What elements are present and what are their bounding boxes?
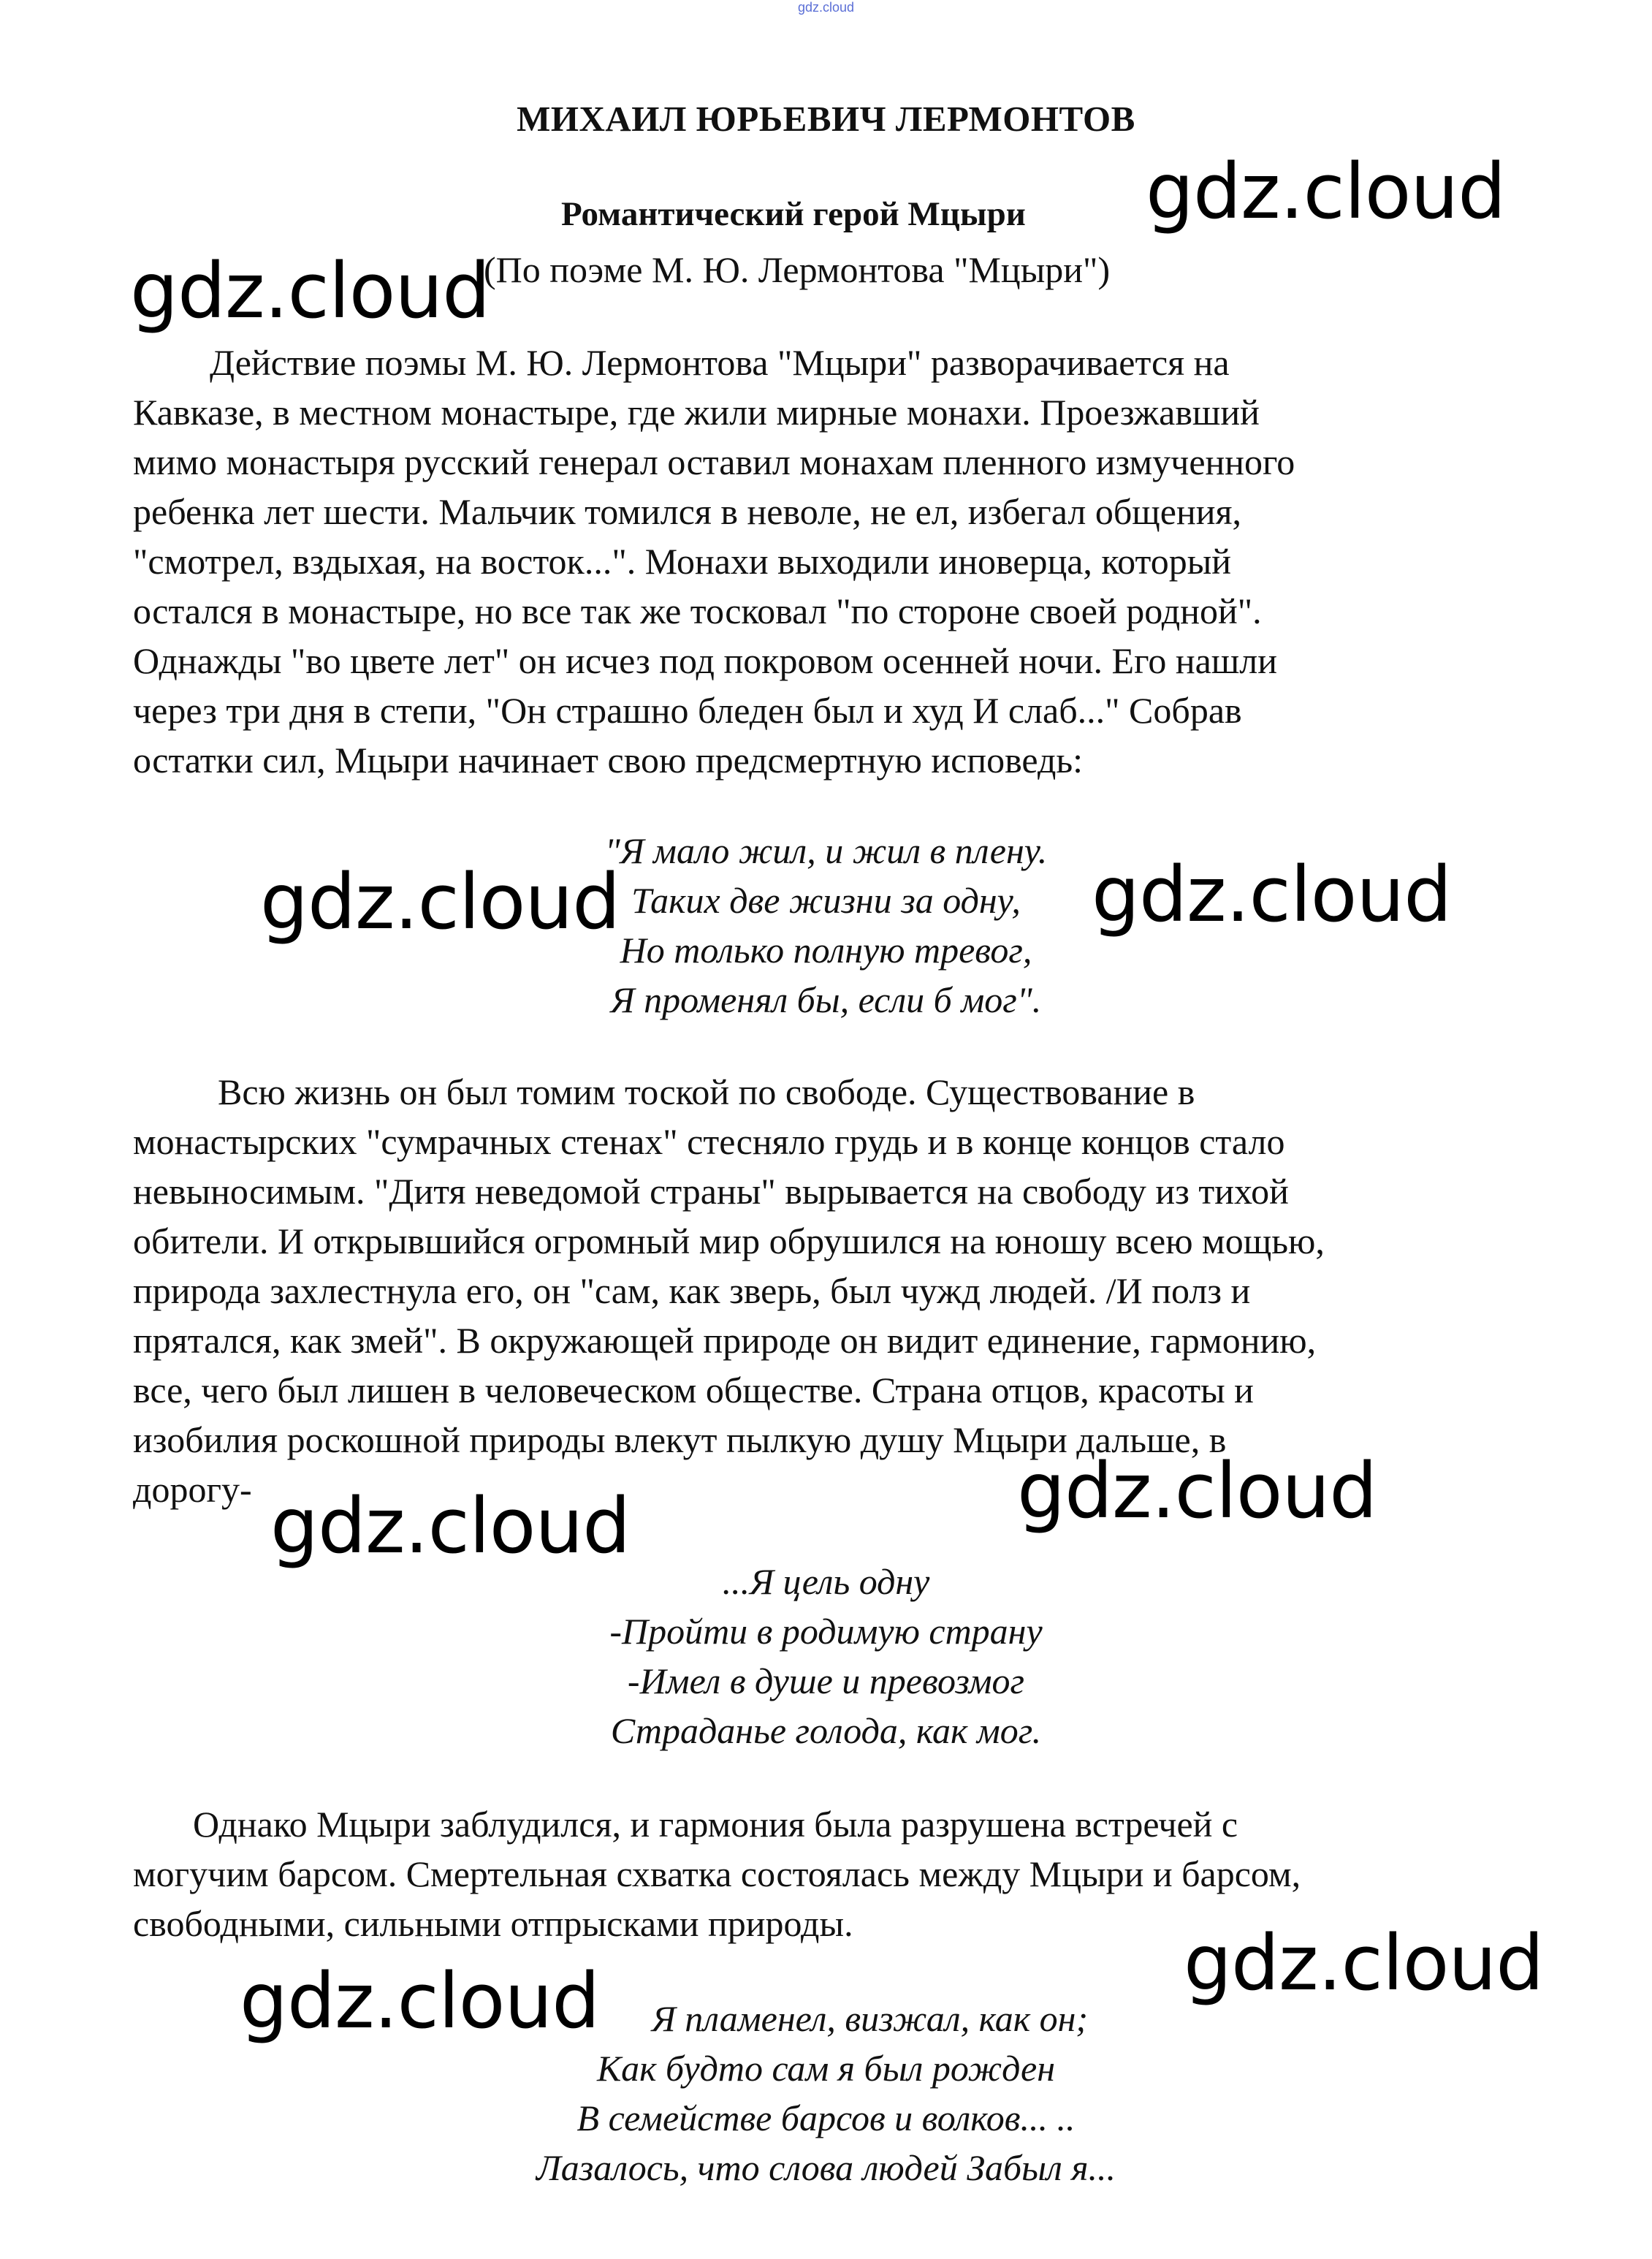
paragraph-line: мимо монастыря русский генерал оставил монахам пленного измученного (133, 441, 1295, 482)
author-heading: МИХАИЛ ЮРЬЕВИЧ ЛЕРМОНТОВ (517, 99, 1135, 139)
verse-line: "Я мало жил, и жил в плену. (604, 830, 1048, 871)
paragraph-line: Однако Мцыри заблудился, и гармония была разрушена встречей с (193, 1804, 1238, 1845)
paragraph-line: могучим барсом. Смертельная схватка состоялась между Мцыри и барсом, (133, 1853, 1301, 1894)
top-watermark: gdz.cloud (797, 0, 855, 15)
paragraph-line: Однажды "во цвете лет" он исчез под покровом осенней ночи. Его нашли (133, 640, 1278, 681)
watermark: gdz.cloud (1146, 147, 1506, 236)
paragraph-line: прятался, как змей". В окружающей природе он видит единение, гармонию, (133, 1320, 1317, 1361)
paragraph-line: обители. И открывшийся огромный мир обрушился на юношу всею мощью, (133, 1220, 1325, 1261)
verse-line: Но только полную тревог, (620, 930, 1032, 971)
paragraph-line: "смотрел, вздыхая, на восток...". Монахи выходили иноверца, который (133, 541, 1232, 582)
paragraph-line: монастырских "сумрачных стенах" стесняло грудь и в конце концов стало (133, 1121, 1285, 1162)
paragraph-line: через три дня в степи, "Он страшно бледен был и худ И слаб..." Собрав (133, 690, 1242, 731)
paragraph-line: невыносимым. "Дитя неведомой страны" вырывается на свободу из тихой (133, 1171, 1289, 1212)
paragraph-line: свободными, сильными отпрысками природы. (133, 1903, 853, 1944)
paragraph-line: Кавказе, в местном монастыре, где жили мирные монахи. Проезжавший (133, 392, 1260, 433)
paragraph-line: ребенка лет шести. Мальчик томился в неволе, не ел, избегал общения, (133, 491, 1242, 532)
watermark: gdz.cloud (1092, 850, 1452, 939)
paragraph-line: природа захлестнула его, он "сам, как зверь, был чужд людей. /И полз и (133, 1270, 1251, 1311)
watermark: gdz.cloud (270, 1481, 631, 1571)
paragraph-line: остался в монастыре, но все так же тосковал "по стороне своей родной". (133, 591, 1262, 631)
verse-line: Я пламенел, визжал, как он; (651, 1998, 1089, 2039)
verse-line: Лазалось, что слова людей Забыл я... (536, 2147, 1116, 2188)
verse-line: -Имел в душе и превозмог (627, 1660, 1025, 1701)
verse-line: Страданье голода, как мог. (610, 1710, 1042, 1751)
watermark: gdz.cloud (130, 246, 490, 335)
verse-line: Таких две жизни за одну, (631, 880, 1021, 921)
essay-subtitle: (По поэме М. Ю. Лермонтова "Мцыри") (484, 249, 1111, 290)
essay-title: Романтический герой Мцыри (561, 195, 1026, 233)
verse-line: ...Я цель одну (722, 1561, 930, 1602)
watermark: gdz.cloud (260, 857, 620, 946)
paragraph-line: изобилия роскошной природы влекут пылкую душу Мцыри дальше, в (133, 1419, 1227, 1460)
paragraph-line: Всю жизнь он был томим тоской по свободе. Существование в (218, 1071, 1195, 1112)
watermark: gdz.cloud (1017, 1446, 1377, 1535)
paragraph-line: дорогу- (133, 1469, 252, 1510)
paragraph-line: Действие поэмы М. Ю. Лермонтова "Мцыри" разворачивается на (210, 342, 1230, 383)
verse-line: -Пройти в родимую страну (609, 1611, 1043, 1652)
watermark: gdz.cloud (1184, 1918, 1544, 2008)
verse-2 (0, 1557, 1652, 1755)
paragraph-line: остатки сил, Мцыри начинает свою предсмертную исповедь: (133, 740, 1084, 781)
paragraph-line: все, чего был лишен в человеческом обществе. Страна отцов, красоты и (133, 1370, 1254, 1411)
verse-line: Как будто сам я был рожден (596, 2048, 1056, 2089)
verse-line: Я променял бы, если б мог". (610, 979, 1042, 1020)
watermark: gdz.cloud (240, 1956, 600, 2046)
paragraph-1 (133, 338, 1543, 785)
verse-line: В семействе барсов и волков... .. (576, 2097, 1076, 2138)
